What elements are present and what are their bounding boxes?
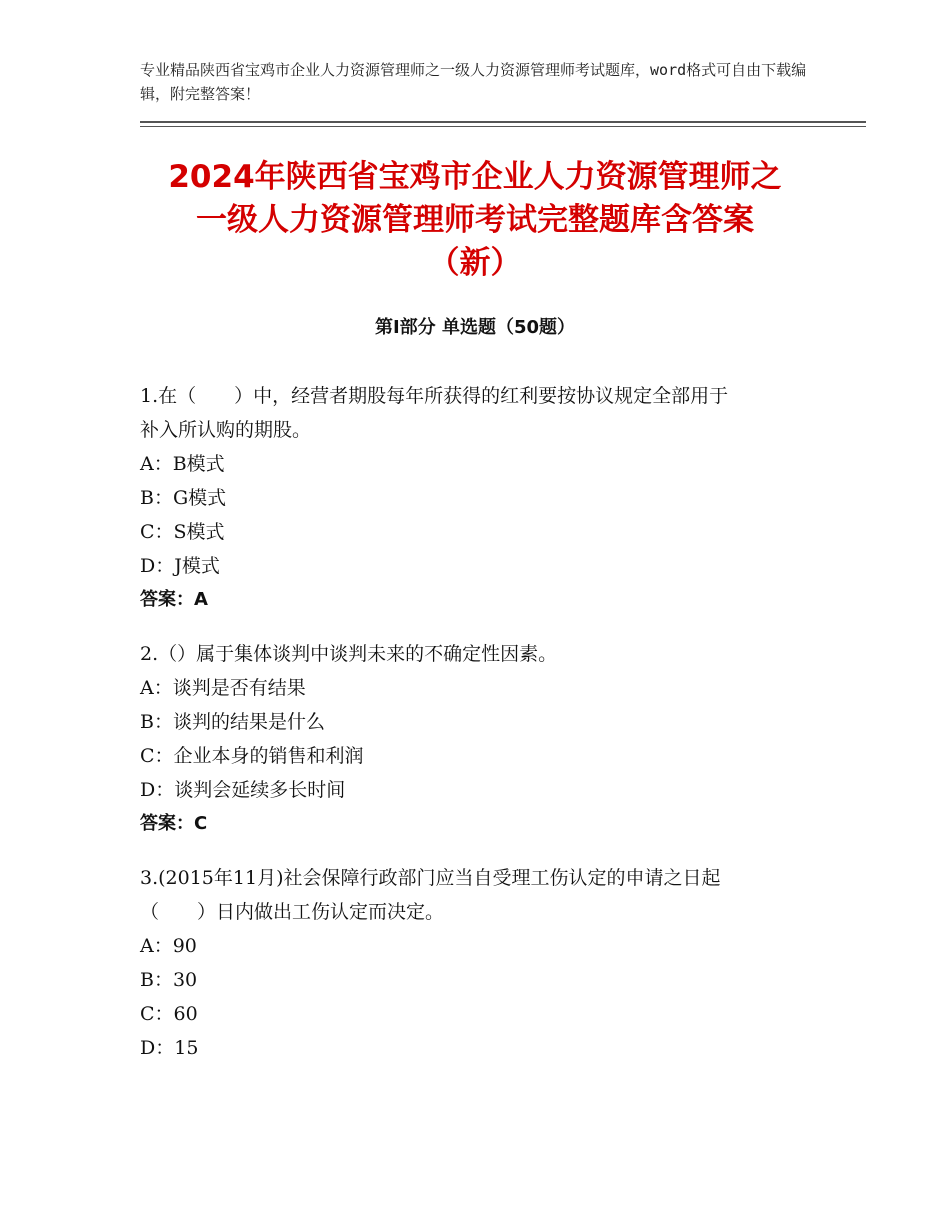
question-stem xyxy=(140,861,820,929)
option-a: A：B模式 xyxy=(140,453,225,475)
option-b: B：G模式 xyxy=(140,487,227,509)
question-stem xyxy=(140,379,820,447)
option-c: C：60 xyxy=(140,1003,198,1025)
document-title-line-2: 一级人力资源管理师考试完整题库含答案 xyxy=(196,202,754,238)
answer: 答案：A xyxy=(140,589,208,610)
question-stem-line: （ ）日内做出工伤认定而决定。 xyxy=(140,901,445,923)
option-a: A：谈判是否有结果 xyxy=(140,677,306,699)
question-stem-line: 2.（）属于集体谈判中谈判未来的不确定性因素。 xyxy=(140,643,558,665)
document-title xyxy=(100,156,850,285)
question-stem-line: 3.(2015年11月)社会保障行政部门应当自受理工伤认定的申请之日起 xyxy=(140,867,721,889)
question-stem-line: 1.在（ ）中，经营者期股每年所获得的红利要按协议规定全部用于 xyxy=(140,385,729,407)
answer: 答案：C xyxy=(140,813,208,834)
option-b: B：30 xyxy=(140,969,198,991)
option-a: A：90 xyxy=(140,935,197,957)
question-1 xyxy=(140,379,820,617)
document-title-line-1: 2024年陕西省宝鸡市企业人力资源管理师之 xyxy=(168,159,782,195)
question-2 xyxy=(140,637,820,841)
question-stem-line: 补入所认购的期股。 xyxy=(140,419,312,441)
question-stem xyxy=(140,637,820,671)
header-rule-thick xyxy=(140,121,866,123)
option-d: D：谈判会延续多长时间 xyxy=(140,779,346,801)
option-d: D：15 xyxy=(140,1037,199,1059)
question-3 xyxy=(140,861,820,1065)
document-title-line-3: （新） xyxy=(428,245,522,281)
header-rule-thin xyxy=(140,126,866,127)
option-d: D：J模式 xyxy=(140,555,220,577)
option-c: C：S模式 xyxy=(140,521,225,543)
question-list xyxy=(140,379,820,1085)
section-title: 第Ⅰ部分 单选题（50题） xyxy=(374,317,575,338)
option-c: C：企业本身的销售和利润 xyxy=(140,745,364,767)
header-note: 专业精品陕西省宝鸡市企业人力资源管理师之一级人力资源管理师考试题库，word格式可自由下载编辑，附完整答案！ xyxy=(140,61,807,103)
option-b: B：谈判的结果是什么 xyxy=(140,711,325,733)
